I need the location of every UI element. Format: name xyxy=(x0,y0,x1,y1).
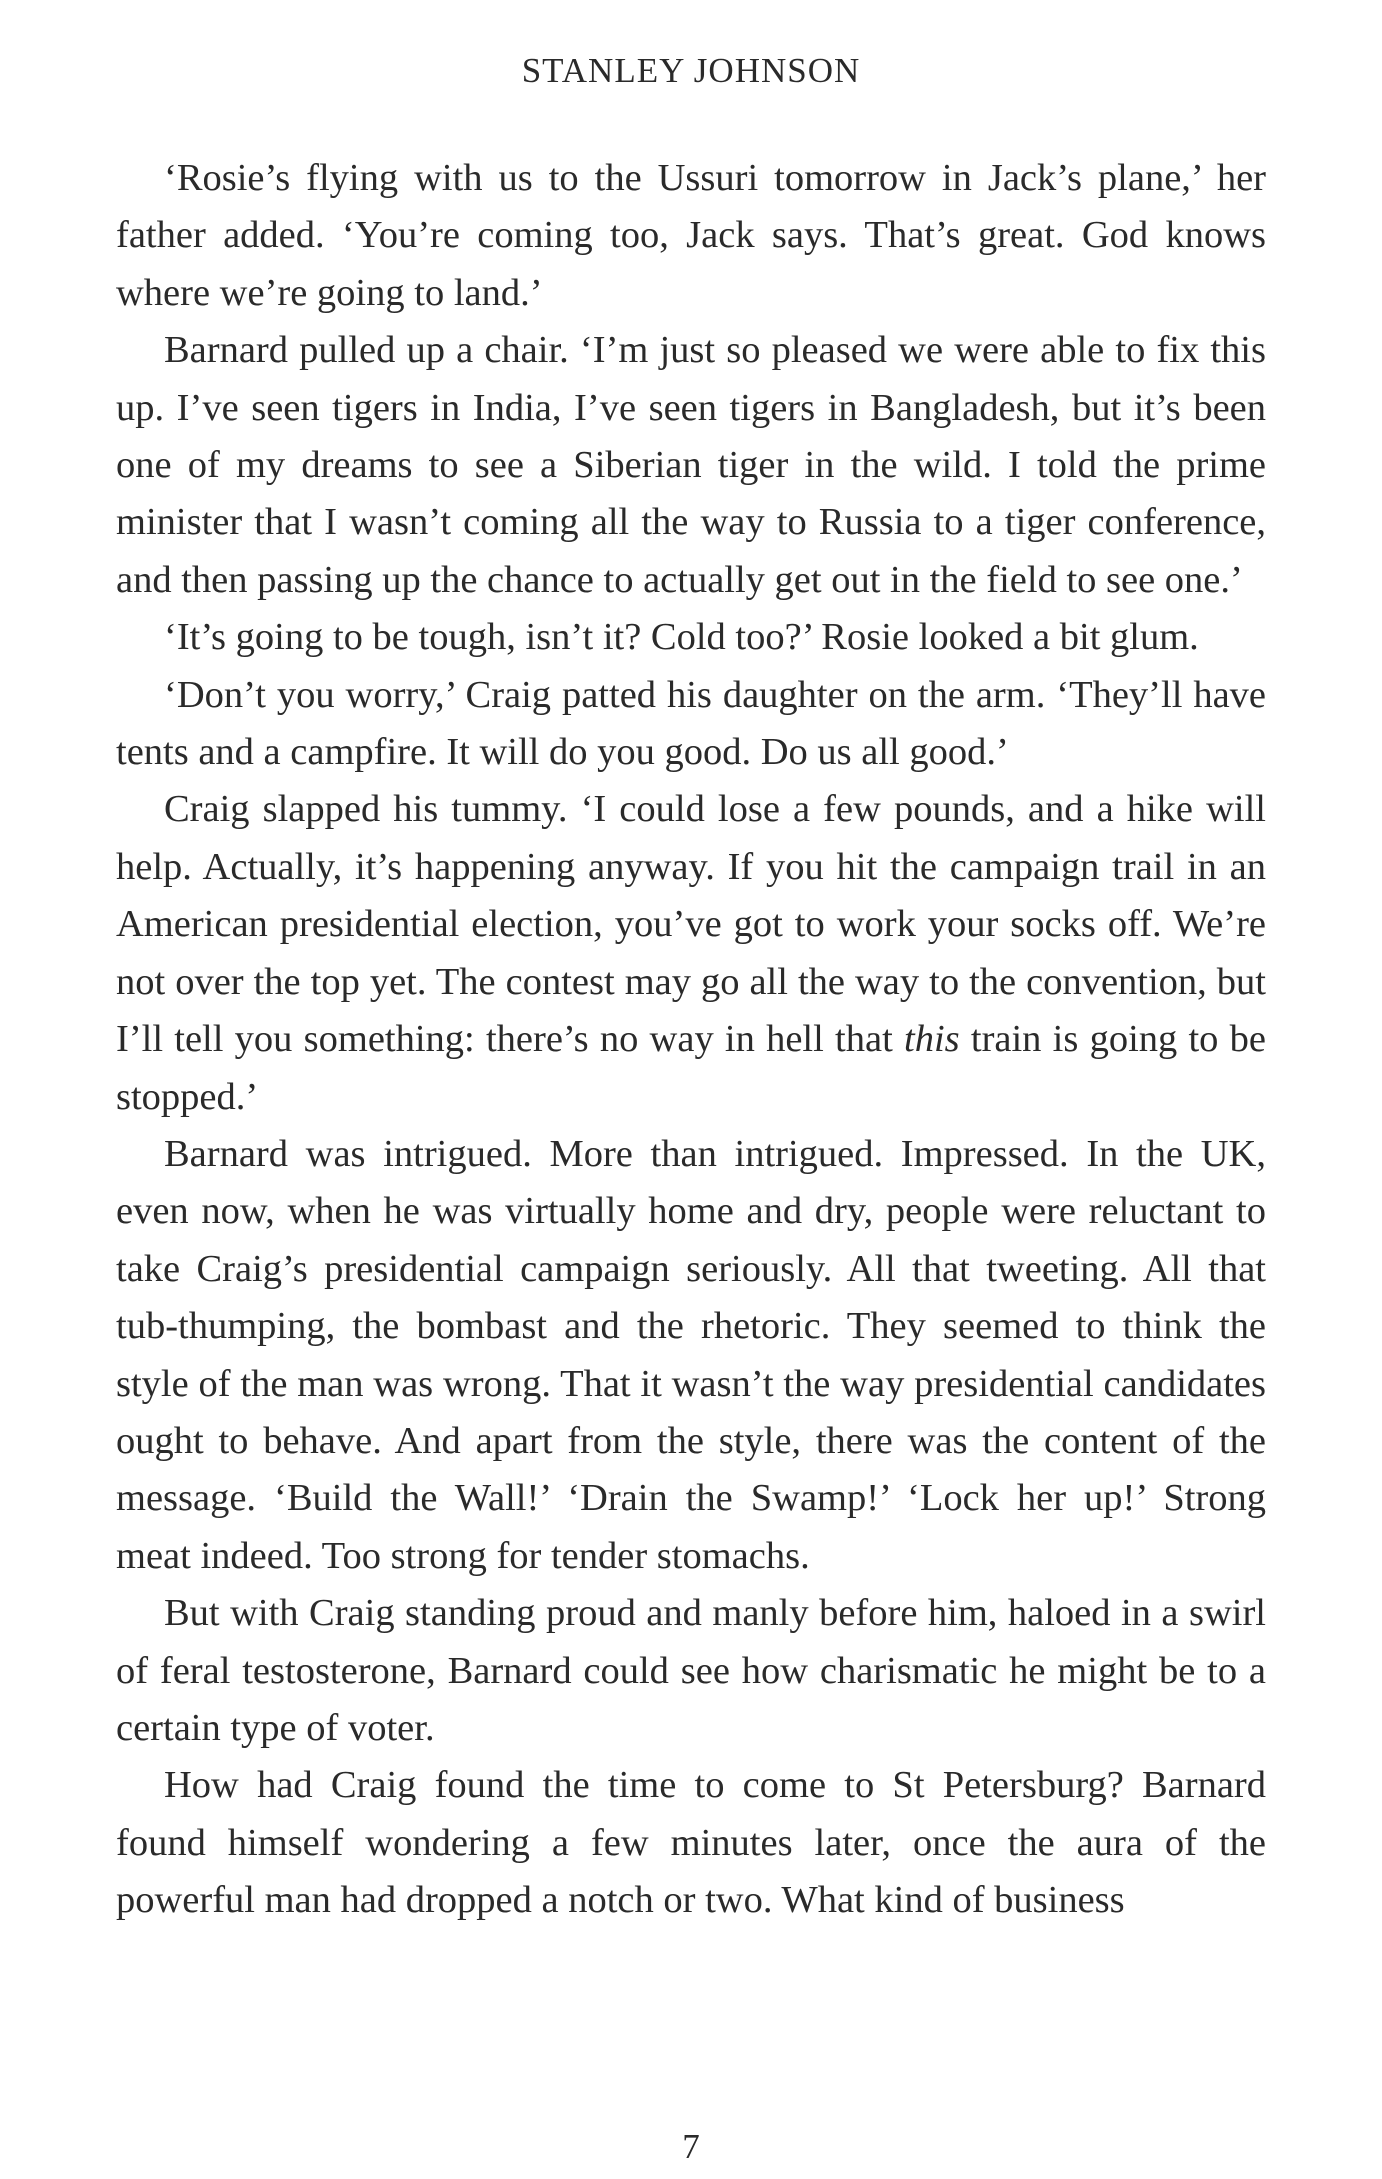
paragraph-4: ‘Don’t you worry,’ Craig patted his daughter on the arm. ‘They’ll have tents and a campfire. It will do you good. Do us all good.’ xyxy=(116,673,1266,774)
paragraph-2: Barnard pulled up a chair. ‘I’m just so pleased we were able to fix this up. I’ve seen tigers in India, I’ve seen tigers in Bangladesh, but it’s been one of my dreams to see a Siberian tiger in the wild. I told the prime minister that I wasn’t coming all the way to Russia to a tiger conference, and then passing up the chance to actually get out in the field to see one.’ xyxy=(116,329,1266,601)
page-number: 7 xyxy=(682,2127,700,2166)
paragraph-5-tail: train is going to be stopped.’ xyxy=(116,1018,1266,1118)
paragraph-3: ‘It’s going to be tough, isn’t it? Cold too?’ Rosie looked a bit glum. xyxy=(164,616,1199,659)
paragraph-5-italic: this xyxy=(904,1018,960,1061)
paragraph-7: But with Craig standing proud and manly before him, haloed in a swirl of feral testosterone, Barnard could see how charismatic he might be to a certain type of voter. xyxy=(116,1592,1266,1749)
running-head: STANLEY JOHNSON xyxy=(521,51,861,90)
paragraph-8: How had Craig found the time to come to St Petersburg? Barnard found himself wondering a few minutes later, once the aura of the powerful man had dropped a notch or two. What kind of business xyxy=(116,1764,1266,1922)
paragraph-1: ‘Rosie’s flying with us to the Ussuri tomorrow in Jack’s plane,’ her father added. ‘You’re coming too, Jack says. That’s great. God knows where we’re going to land.’ xyxy=(116,157,1266,314)
paragraph-5-lead: Craig slapped his tummy. ‘I could lose a few pounds, and a hike will help. Actually, it’s happening anyway. If you hit the campaign trail in an American presidential election, you’ve got to work your socks off. We’re not over the top yet. The contest may go all the way to the convention, but I’ll tell you something: there’s no way in hell that xyxy=(116,788,1266,1061)
paragraph-6: Barnard was intrigued. More than intrigued. Impressed. In the UK, even now, when he was virtually home and dry, people were reluctant to take Craig’s presidential campaign seriously. All that tweeting. All that tub-thumping, the bombast and the rhetoric. They seemed to think the style of the man was wrong. That it wasn’t the way presidential candidates ought to behave. And apart from the style, there was the content of the message. ‘Build the Wall!’ ‘Drain the Swamp!’ ‘Lock her up!’ Strong meat indeed. Too strong for tender stomachs. xyxy=(116,1132,1266,1577)
paragraph-5 xyxy=(116,781,1266,1125)
body-text xyxy=(116,150,1266,1930)
